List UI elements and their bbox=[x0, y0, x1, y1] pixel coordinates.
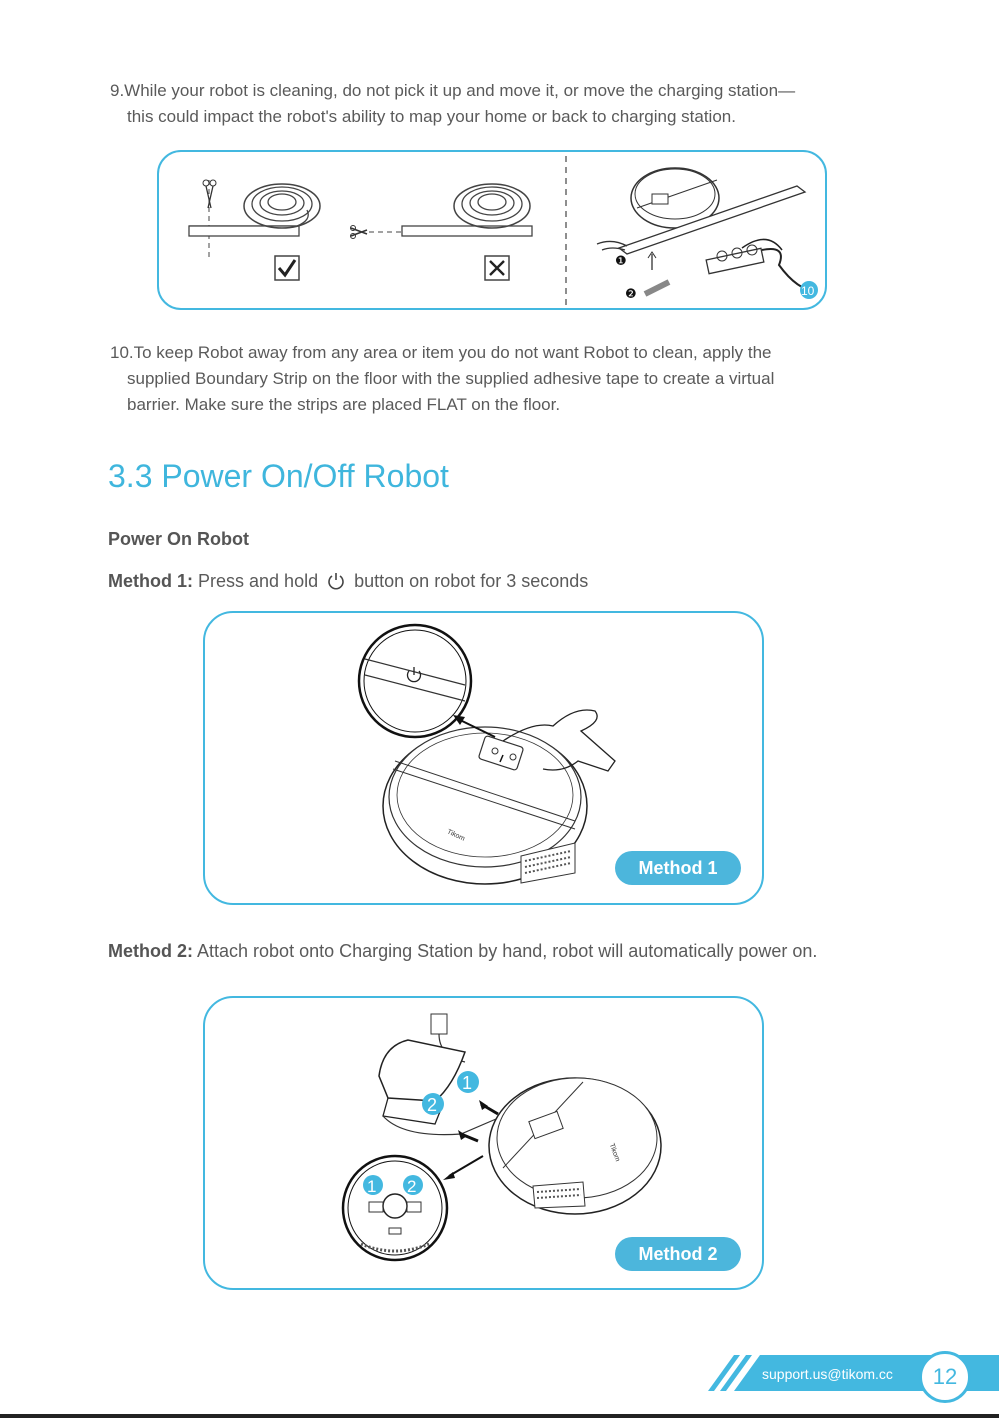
zoom-marker-1: 1 bbox=[367, 1177, 377, 1196]
item-9-text bbox=[110, 78, 795, 130]
robot-brand-label: Tikom bbox=[445, 828, 466, 843]
method-2-description: Attach robot onto Charging Station by hand, robot will automatically power on. bbox=[197, 941, 818, 961]
support-email: support.us@tikom.cc bbox=[762, 1366, 893, 1382]
method-1-text-before: Press and hold bbox=[198, 571, 319, 591]
method-2-text bbox=[108, 941, 817, 962]
item-10-text bbox=[110, 340, 774, 418]
marker-2: 2 bbox=[427, 1095, 438, 1115]
marker-10: 10 bbox=[801, 284, 815, 298]
zoom-detail-circle bbox=[359, 625, 471, 737]
subsection-title: Power On Robot bbox=[108, 529, 249, 549]
scissors-icon bbox=[351, 226, 368, 239]
item-9-line-1: 9.While your robot is cleaning, do not pick it up and move it, or move the charging station— bbox=[110, 81, 796, 100]
method-1-label: Method 1: bbox=[108, 571, 193, 591]
method-1-text bbox=[108, 571, 588, 592]
robot-brand-label: Tikom bbox=[607, 1142, 621, 1163]
zoom-detail-circle bbox=[343, 1156, 447, 1260]
method-1-text-after: button on robot for 3 seconds bbox=[354, 571, 589, 591]
item-10-line-1: 10.To keep Robot away from any area or item you do not want Robot to clean, apply the bbox=[110, 343, 772, 362]
item-10-line-2: supplied Boundary Strip on the floor with the supplied adhesive tape to create a virtual bbox=[127, 369, 775, 388]
check-mark-icon bbox=[275, 256, 299, 280]
item-10-line-3: barrier. Make sure the strips are placed FLAT on the floor. bbox=[127, 395, 561, 414]
marker-2: ❷ bbox=[625, 287, 637, 302]
zoom-marker-2: 2 bbox=[407, 1177, 417, 1196]
power-icon bbox=[327, 572, 345, 590]
page-number: 12 bbox=[919, 1351, 971, 1403]
robot-vacuum-illustration bbox=[489, 1078, 661, 1214]
boundary-strip-illustration bbox=[157, 150, 827, 310]
robot-vacuum-illustration bbox=[383, 727, 587, 884]
method-2-label: Method 2: bbox=[108, 941, 193, 961]
method-1-badge: Method 1 bbox=[615, 851, 741, 885]
x-mark-icon bbox=[485, 256, 509, 280]
charging-station-illustration bbox=[379, 1014, 503, 1135]
marker-1: 1 bbox=[462, 1073, 473, 1093]
method-2-badge: Method 2 bbox=[615, 1237, 741, 1271]
page-bottom-rule bbox=[0, 1414, 999, 1418]
marker-1: ❶ bbox=[615, 254, 627, 269]
item-9-line-2: this could impact the robot's ability to map your home or back to charging station. bbox=[127, 107, 736, 126]
section-title: 3.3 Power On/Off Robot bbox=[108, 458, 449, 494]
